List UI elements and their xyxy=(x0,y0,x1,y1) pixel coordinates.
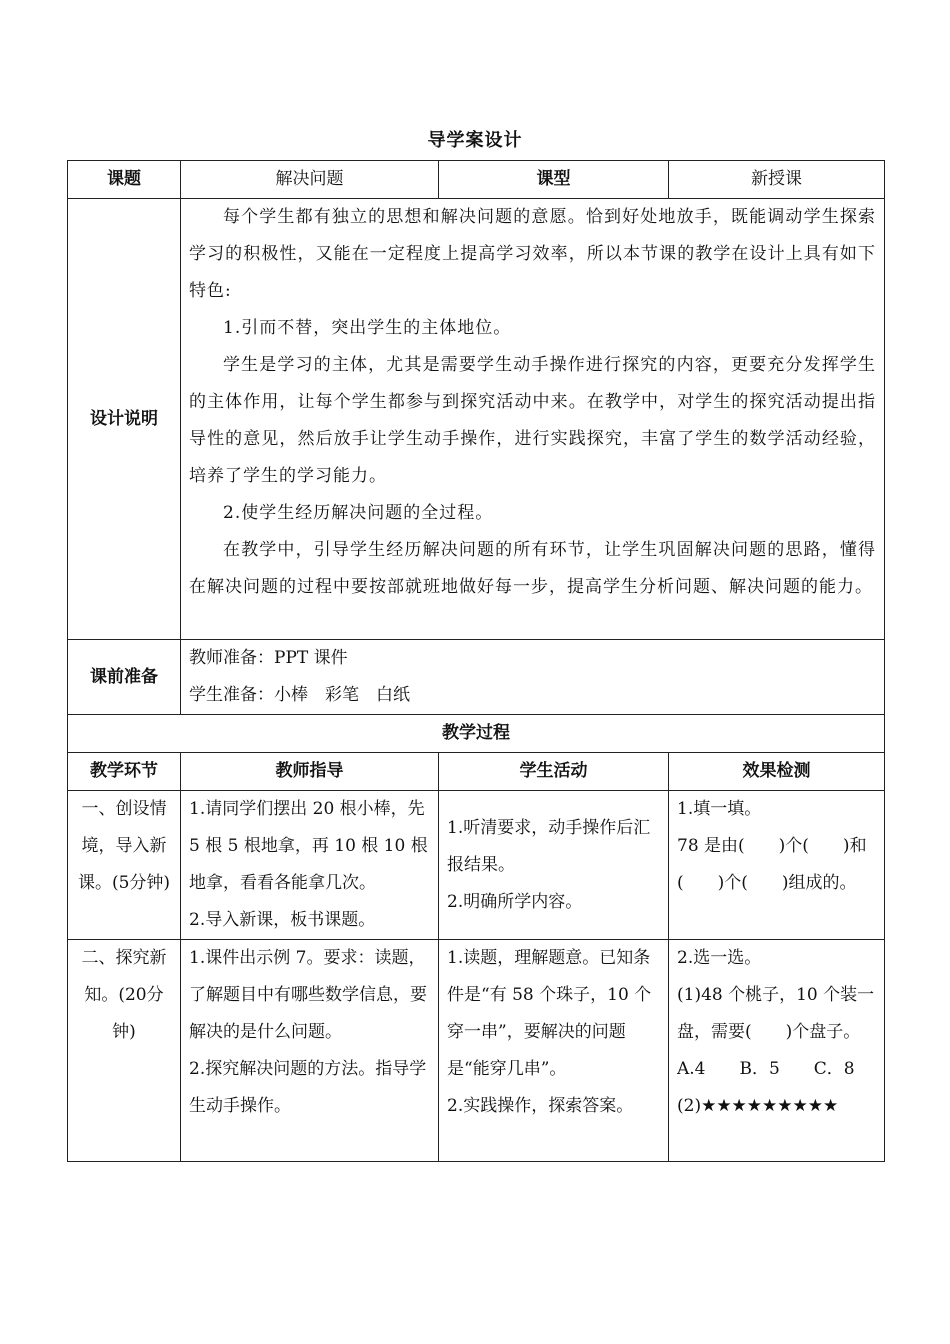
design-content xyxy=(181,199,885,640)
design-paragraph: 在教学中，引导学生经历解决问题的所有环节，让学生巩固解决问题的思路，懂得在解决问题的过程中要按部就班地做好每一步，提高学生分析问题、解决问题的能力。 xyxy=(189,540,876,597)
topic-label: 课题 xyxy=(68,161,181,199)
check-item: A.4 B．5 C．8 xyxy=(677,1059,855,1079)
check-cell xyxy=(669,940,885,1162)
column-header: 教学环节 xyxy=(68,753,181,791)
teacher-step: 1.课件出示例 7。要求：读题，了解题目中有哪些数学信息，要解决的是什么问题。 xyxy=(189,948,427,1042)
column-header: 效果检测 xyxy=(669,753,885,791)
check-item: (1)48 个桃子，10 个装一盘，需要( )个盘子。 xyxy=(677,985,875,1042)
teacher-step: 2.探究解决问题的方法。指导学生动手操作。 xyxy=(189,1059,427,1116)
table-row xyxy=(68,791,885,940)
document-title: 导学案设计 xyxy=(427,130,523,151)
process-title: 教学过程 xyxy=(68,715,885,753)
header-row xyxy=(68,161,885,199)
check-cell xyxy=(669,791,885,940)
teacher-step: 2.导入新课，板书课题。 xyxy=(189,910,376,930)
lesson-plan-table xyxy=(67,160,885,1162)
student-step: 1.听清要求，动手操作后汇报结果。 xyxy=(447,817,651,875)
student-activity-cell xyxy=(439,940,669,1162)
teacher-prep: 教师准备：PPT 课件 xyxy=(189,648,348,668)
check-item: (2)★★★★★★★★★ xyxy=(677,1096,839,1116)
process-header-row xyxy=(68,753,885,791)
teacher-guidance-cell xyxy=(181,791,439,940)
prep-row xyxy=(68,640,885,715)
type-label: 课型 xyxy=(439,161,669,199)
check-item: 2.选一选。 xyxy=(677,948,762,968)
stage-cell: 一、创设情境，导入新课。(5分钟) xyxy=(68,791,181,940)
type-value: 新授课 xyxy=(669,161,885,199)
teacher-step: 1.请同学们摆出 20 根小棒，先 5 根 5 根地拿，再 10 根 10 根地拿，看看各能拿几次。 xyxy=(189,799,428,893)
student-activity-cell xyxy=(439,791,669,940)
design-paragraph: 学生是学习的主体，尤其是需要学生动手操作进行探究的内容，更要充分发挥学生的主体作用，让每个学生都参与到探究活动中来。在教学中，对学生的探究活动提出指导性的意见，然后放手让学生动手操作，进行实践探究，丰富了学生的数学活动经验，培养了学生的学习能力。 xyxy=(189,355,876,486)
student-step: 2.实践操作，探索答案。 xyxy=(447,1096,634,1116)
design-paragraph: 2.使学生经历解决问题的全过程。 xyxy=(223,503,494,523)
prep-content xyxy=(181,640,885,715)
design-row xyxy=(68,199,885,640)
topic-value: 解决问题 xyxy=(181,161,439,199)
column-header: 教师指导 xyxy=(181,753,439,791)
design-paragraph: 每个学生都有独立的思想和解决问题的意愿。恰到好处地放手，既能调动学生探索学习的积极性，又能在一定程度上提高学习效率，所以本节课的教学在设计上具有如下特色: xyxy=(189,207,876,301)
stage-cell: 二、探究新知。(20分钟) xyxy=(68,940,181,1162)
design-label: 设计说明 xyxy=(68,199,181,640)
check-item: 1.填一填。 xyxy=(677,799,762,819)
teacher-guidance-cell xyxy=(181,940,439,1162)
column-header: 学生活动 xyxy=(439,753,669,791)
student-prep: 学生准备：小棒 彩笔 白纸 xyxy=(189,685,410,705)
check-item: 78 是由( )个( )和( )个( )组成的。 xyxy=(677,836,867,893)
prep-label: 课前准备 xyxy=(68,640,181,715)
student-step: 1.读题，理解题意。已知条件是“有 58 个珠子，10 个穿一串”，要解决的问题是“能穿几串”。 xyxy=(447,948,652,1079)
design-paragraph: 1.引而不替，突出学生的主体地位。 xyxy=(223,318,512,338)
process-title-row xyxy=(68,715,885,753)
student-step: 2.明确所学内容。 xyxy=(447,891,583,912)
table-row xyxy=(68,940,885,1162)
